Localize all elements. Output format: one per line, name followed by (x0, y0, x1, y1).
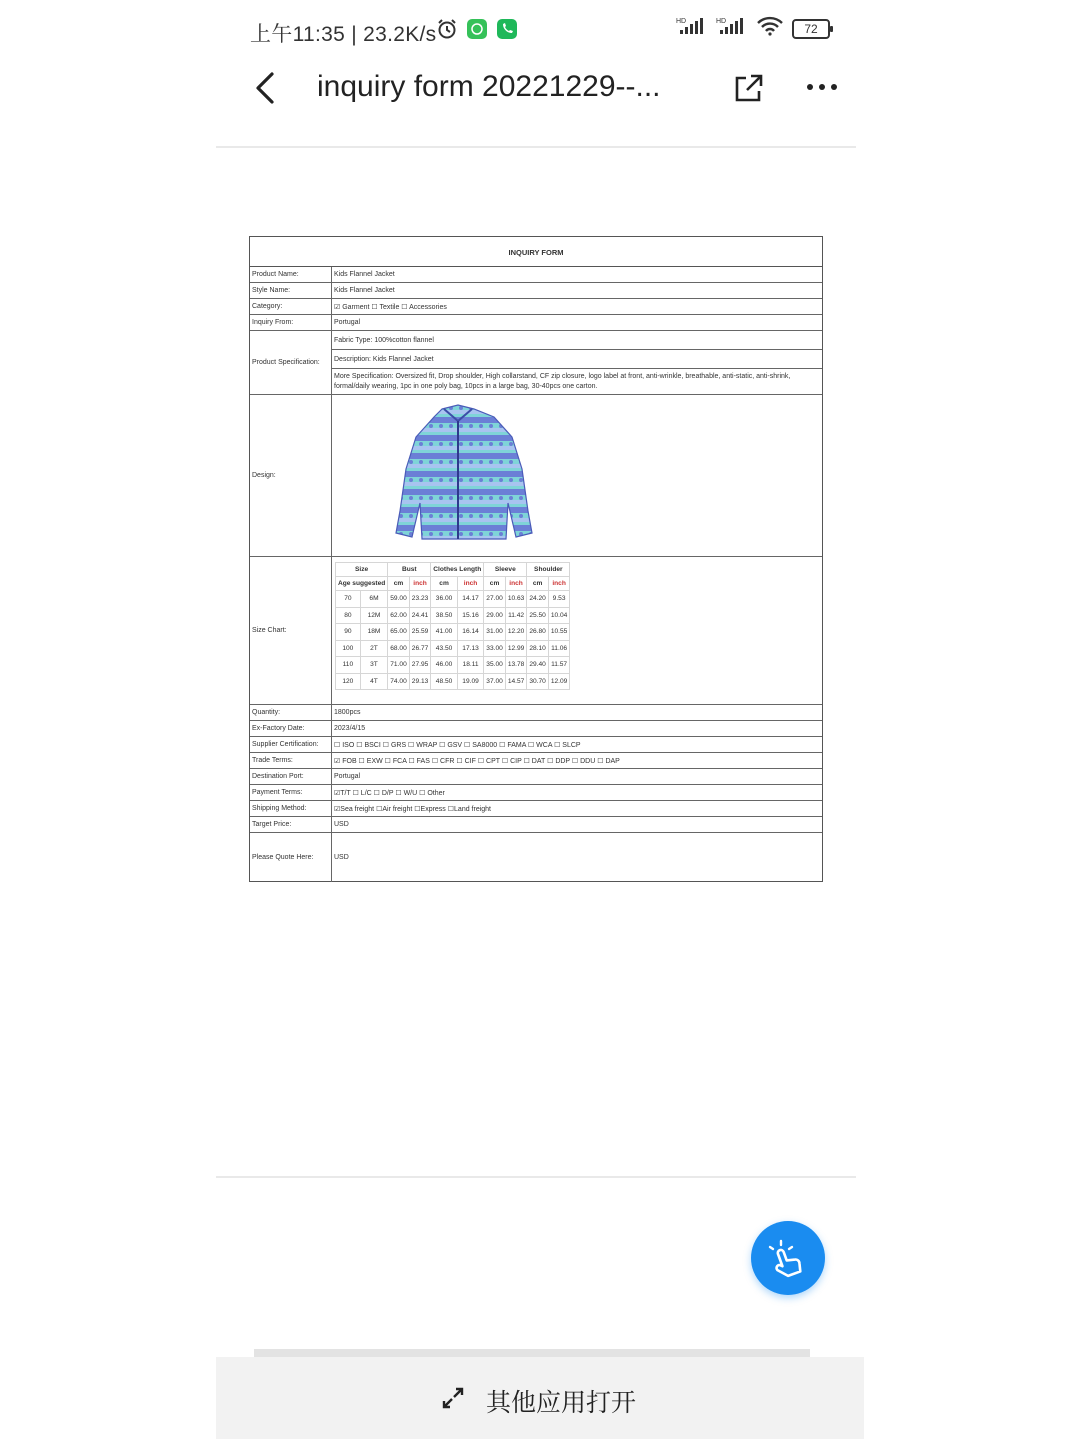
table-cell: 6M (360, 591, 388, 608)
size-header: Size (336, 563, 388, 577)
back-button[interactable] (250, 68, 280, 108)
field-value: Portugal (334, 773, 361, 780)
field-label: Inquiry From: (250, 315, 332, 330)
battery-indicator: 72 (792, 19, 830, 39)
column-header: Sleeve (484, 563, 527, 577)
field-value: USD (334, 821, 349, 828)
table-cell: 30.70 (527, 673, 549, 690)
share-button[interactable] (731, 70, 767, 106)
table-cell: 23.23 (409, 591, 431, 608)
field-value: Kids Flannel Jacket (334, 287, 395, 294)
table-cell: 27.00 (484, 591, 506, 608)
field-label: Supplier Certification: (250, 737, 332, 752)
table-cell: 10.63 (505, 591, 527, 608)
field-value: ☑Sea freight ☐Air freight ☐Express ☐Land freight (334, 805, 492, 813)
wechat-notification-icon (466, 18, 488, 46)
field-label: Please Quote Here: (250, 833, 332, 882)
table-cell: 19.09 (457, 673, 484, 690)
form-row (250, 833, 822, 882)
size-chart-table (335, 562, 570, 690)
field-value: USD (334, 854, 349, 861)
table-cell: 12.99 (505, 640, 527, 657)
unit-header: inch (505, 577, 527, 591)
table-cell: 59.00 (388, 591, 410, 608)
form-row (250, 769, 822, 785)
cellular-signal-2-icon (716, 16, 748, 42)
field-label: Target Price: (250, 817, 332, 832)
design-image (332, 395, 822, 556)
jacket-illustration (376, 399, 556, 549)
touch-hand-icon (751, 1221, 825, 1295)
unit-header: inch (457, 577, 484, 591)
share-icon (731, 70, 767, 106)
cellular-signal-icon (676, 16, 708, 42)
column-header: Bust (388, 563, 431, 577)
field-label: Shipping Method: (250, 801, 332, 816)
table-cell: 70 (336, 591, 361, 608)
table-cell: 16.14 (457, 624, 484, 641)
table-cell: 13.78 (505, 657, 527, 674)
table-cell: 36.00 (431, 591, 458, 608)
field-label: Size Chart: (250, 557, 332, 704)
field-value: Description: Kids Flannel Jacket (332, 350, 822, 369)
expand-icon (438, 1383, 468, 1413)
table-cell: 31.00 (484, 624, 506, 641)
table-cell: 74.00 (388, 673, 410, 690)
table-cell: 48.50 (431, 673, 458, 690)
table-cell: 18.11 (457, 657, 484, 674)
field-value: ☑ FOB ☐ EXW ☐ FCA ☐ FAS ☐ CFR ☐ CIF ☐ CPT ☐ CIP ☐ DAT ☐ DDP ☐ DDU ☐ DAP (334, 757, 620, 765)
table-cell: 28.10 (527, 640, 549, 657)
app-header (216, 56, 864, 126)
divider (216, 146, 856, 148)
field-label: Product Name: (250, 267, 332, 282)
field-label: Destination Port: (250, 769, 332, 784)
svg-text:HD: HD (676, 18, 687, 25)
field-label: Style Name: (250, 283, 332, 298)
table-row (336, 607, 570, 624)
table-cell: 37.00 (484, 673, 506, 690)
table-cell: 11.42 (505, 607, 527, 624)
alarm-icon (436, 18, 458, 46)
table-cell: 15.16 (457, 607, 484, 624)
unit-header: cm (527, 577, 549, 591)
field-label: Quantity: (250, 705, 332, 720)
table-cell: 11.06 (548, 640, 570, 657)
svg-text:HD: HD (716, 18, 727, 25)
unit-header: inch (548, 577, 570, 591)
field-value: Kids Flannel Jacket (334, 271, 395, 278)
field-label: Product Specification: (250, 331, 332, 394)
field-value: Portugal (334, 319, 361, 326)
field-value: ☑T/T ☐ L/C ☐ D/P ☐ W/U ☐ Other (334, 789, 445, 797)
table-cell: 68.00 (388, 640, 410, 657)
field-label: Trade Terms: (250, 753, 332, 768)
table-cell: 14.17 (457, 591, 484, 608)
form-row (250, 299, 822, 315)
form-row (250, 331, 822, 395)
unit-header: cm (484, 577, 506, 591)
form-heading: INQUIRY FORM (250, 237, 822, 267)
table-cell: 43.50 (431, 640, 458, 657)
chevron-left-icon (250, 68, 280, 108)
form-row (250, 705, 822, 721)
field-label: Category: (250, 299, 332, 314)
table-cell: 80 (336, 607, 361, 624)
table-cell: 29.00 (484, 607, 506, 624)
table-cell: 35.00 (484, 657, 506, 674)
table-cell: 11.57 (548, 657, 570, 674)
table-cell: 12.09 (548, 673, 570, 690)
form-row (250, 817, 822, 833)
form-row (250, 737, 822, 753)
table-cell: 38.50 (431, 607, 458, 624)
unit-header: cm (388, 577, 410, 591)
table-cell: 10.55 (548, 624, 570, 641)
age-header: Age suggested (336, 577, 388, 591)
field-value: More Specification: Oversized fit, Drop shoulder, High collarstand, CF zip closure, logo label at front, anti-wrinkle, breathable, anti-static, anti-shrink, formal/daily wearing, 1pc in one poly bag, 10pcs in a large bag, 30-40pcs one carton. (334, 372, 791, 390)
table-cell: 25.50 (527, 607, 549, 624)
form-row (250, 785, 822, 801)
form-row (250, 315, 822, 331)
column-header: Clothes Length (431, 563, 484, 577)
field-value: 1800pcs (334, 709, 361, 716)
table-row (336, 657, 570, 674)
unit-header: inch (409, 577, 431, 591)
document-preview (249, 236, 823, 882)
table-cell: 62.00 (388, 607, 410, 624)
field-label: Payment Terms: (250, 785, 332, 800)
unit-header: cm (431, 577, 458, 591)
open-with-other-app-bar[interactable] (216, 1357, 864, 1439)
table-cell: 46.00 (431, 657, 458, 674)
table-cell: 3T (360, 657, 388, 674)
bottom-strip (254, 1349, 810, 1357)
table-row (336, 624, 570, 641)
table-cell: 9.53 (548, 591, 570, 608)
table-cell: 33.00 (484, 640, 506, 657)
table-cell: 100 (336, 640, 361, 657)
table-cell: 90 (336, 624, 361, 641)
table-row (336, 640, 570, 657)
table-cell: 14.57 (505, 673, 527, 690)
table-cell: 110 (336, 657, 361, 674)
table-cell: 26.77 (409, 640, 431, 657)
form-row (250, 801, 822, 817)
gesture-fab-button[interactable] (751, 1221, 825, 1295)
form-row (250, 283, 822, 299)
page-title: inquiry form 20221229--... (317, 70, 661, 103)
table-cell: 71.00 (388, 657, 410, 674)
table-cell: 12.20 (505, 624, 527, 641)
status-time: 上午11:35 | 23.2K/s (250, 23, 437, 46)
field-value: Fabric Type: 100%cotton flannel (332, 331, 822, 350)
wifi-icon (756, 16, 784, 42)
column-header: Shoulder (527, 563, 570, 577)
table-cell: 24.41 (409, 607, 431, 624)
divider (216, 1176, 856, 1178)
table-cell: 17.13 (457, 640, 484, 657)
table-cell: 12M (360, 607, 388, 624)
table-cell: 4T (360, 673, 388, 690)
more-options-button[interactable] (802, 72, 842, 102)
table-cell: 41.00 (431, 624, 458, 641)
open-with-label: 其他应用打开 (486, 1389, 637, 1417)
field-label: Design: (250, 395, 332, 556)
status-bar (250, 14, 830, 46)
table-cell: 29.13 (409, 673, 431, 690)
table-cell: 10.04 (548, 607, 570, 624)
form-row (250, 721, 822, 737)
table-cell: 18M (360, 624, 388, 641)
more-icon (802, 72, 842, 102)
table-cell: 24.20 (527, 591, 549, 608)
table-cell: 26.80 (527, 624, 549, 641)
form-row (250, 753, 822, 769)
table-cell: 2T (360, 640, 388, 657)
field-value: ☑ Garment ☐ Textile ☐ Accessories (334, 303, 447, 311)
phone-notification-icon (496, 18, 518, 46)
form-row (250, 557, 822, 705)
field-value: ☐ ISO ☐ BSCI ☐ GRS ☐ WRAP ☐ GSV ☐ SA8000 ☐ FAMA ☐ WCA ☐ SLCP (334, 741, 581, 749)
table-cell: 29.40 (527, 657, 549, 674)
table-cell: 120 (336, 673, 361, 690)
form-row (250, 395, 822, 557)
field-value: 2023/4/15 (334, 725, 366, 732)
table-cell: 25.59 (409, 624, 431, 641)
field-label: Ex-Factory Date: (250, 721, 332, 736)
table-cell: 65.00 (388, 624, 410, 641)
table-row (336, 673, 570, 690)
table-row (336, 591, 570, 608)
form-row (250, 267, 822, 283)
table-cell: 27.95 (409, 657, 431, 674)
